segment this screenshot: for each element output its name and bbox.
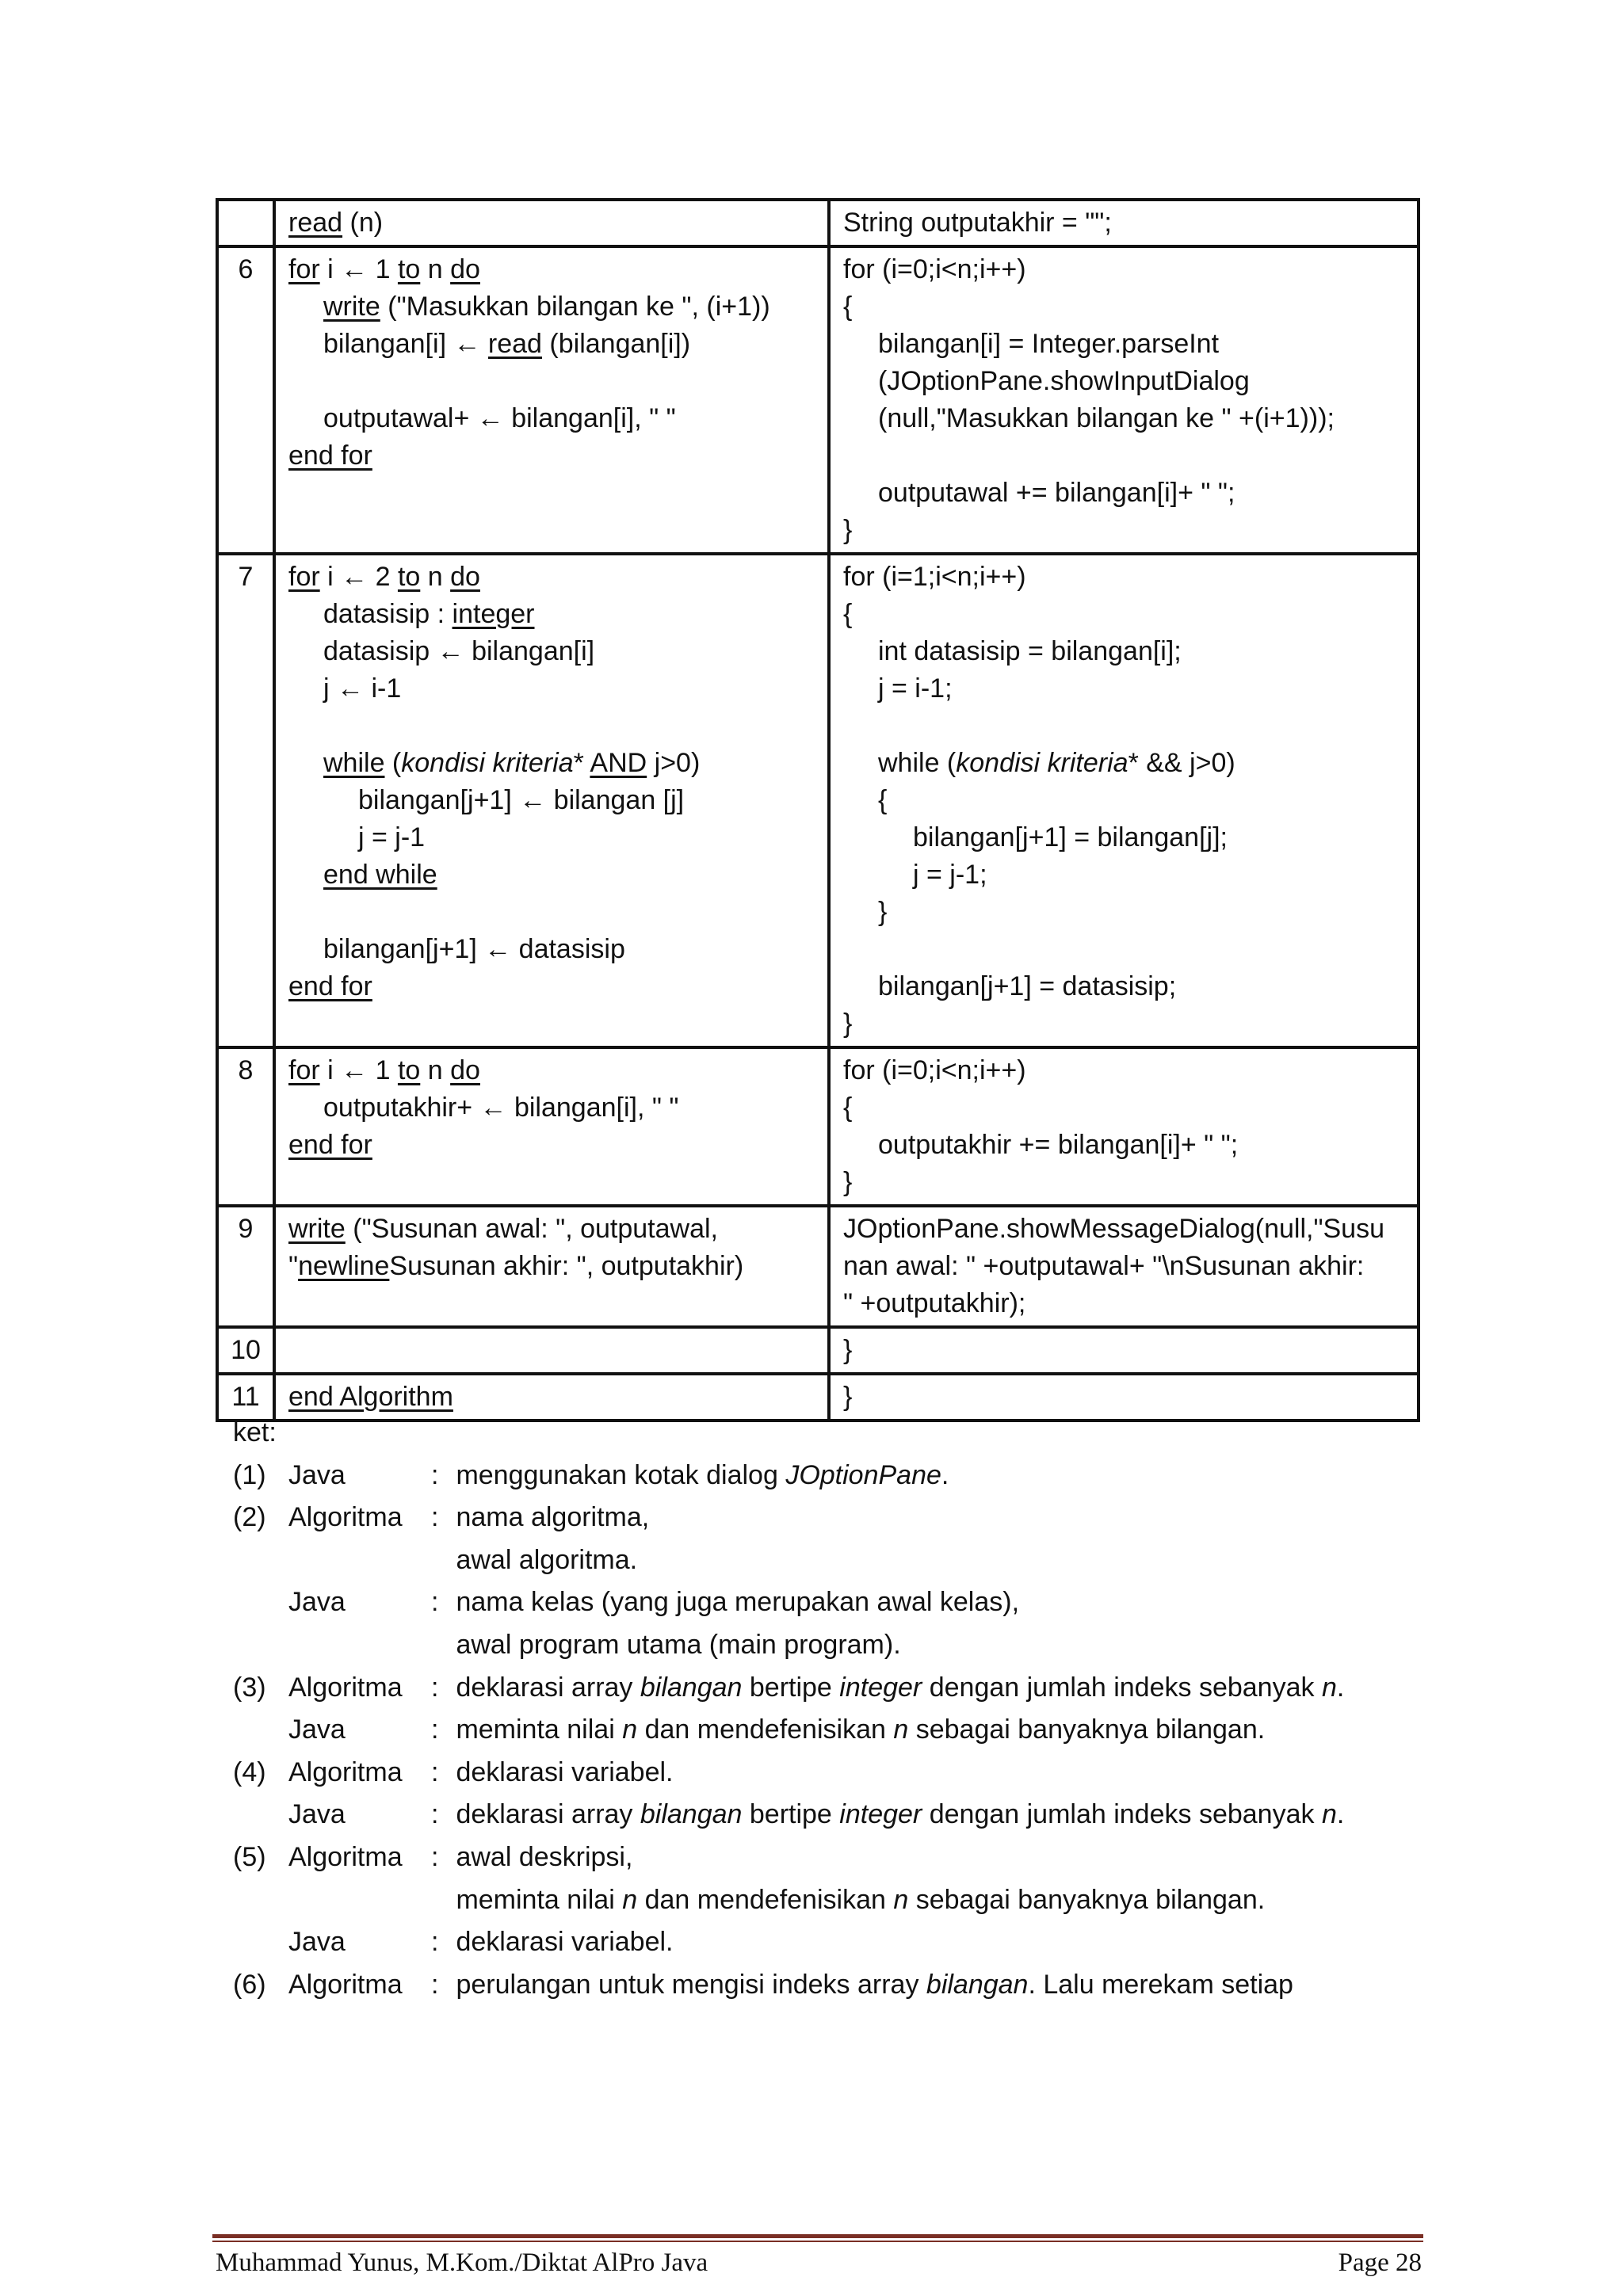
code-line — [843, 559, 1407, 596]
code-text: deklarasi array — [449, 1799, 640, 1830]
code-line — [843, 782, 1407, 819]
code-line — [843, 1052, 1407, 1089]
footer-author: Muhammad Yunus, M.Kom./Diktat AlPro Java — [216, 2248, 708, 2277]
code-text: menggunakan kotak dialog — [449, 1459, 786, 1490]
blank-line — [288, 363, 818, 400]
keyword-text: for — [288, 254, 320, 284]
note-colon: : — [431, 1927, 439, 1958]
note-text — [449, 1752, 1422, 1794]
table-row — [217, 1047, 1419, 1206]
code-text: n — [420, 562, 451, 592]
code-line — [288, 326, 818, 363]
code-line — [843, 288, 1407, 326]
code-text: . — [1336, 1799, 1345, 1830]
table-row — [217, 554, 1419, 1047]
code-line — [843, 596, 1407, 633]
algorithm-cell — [274, 246, 829, 554]
table-row — [217, 200, 1419, 246]
code-line — [843, 326, 1407, 363]
code-text: ("Masukkan bilangan ke ", (i+1)) — [380, 292, 770, 322]
italic-text: kondisi kriteria — [401, 748, 574, 778]
code-text: j ← i-1 — [323, 673, 402, 704]
note-colon: : — [431, 1459, 439, 1490]
code-text: perulangan untuk mengisi indeks array — [449, 1969, 926, 2000]
keyword-text: do — [450, 562, 480, 592]
code-line — [843, 1332, 1407, 1369]
code-line — [843, 1248, 1407, 1285]
note-colon — [431, 1879, 449, 1922]
step-number: 9 — [217, 1206, 274, 1327]
code-text: } — [878, 897, 888, 927]
note-language: Java — [288, 1927, 346, 1958]
code-line — [843, 1127, 1407, 1164]
note-number: (2) — [233, 1502, 266, 1533]
keyword-text: to — [397, 254, 421, 284]
notes-list — [233, 1455, 1422, 2007]
note-language — [288, 1624, 431, 1667]
keyword-text: AND — [590, 748, 647, 778]
keyword-text: newline — [298, 1251, 390, 1281]
note-text — [449, 1497, 1422, 1539]
code-text: Susunan akhir: ", outputakhir) — [389, 1251, 744, 1281]
code-text: (null,"Masukkan bilangan ke " +(i+1))); — [878, 403, 1335, 433]
note-item — [233, 1794, 1422, 1836]
step-number: 8 — [217, 1047, 274, 1206]
note-text — [449, 1879, 1422, 1922]
footer-rule-thick — [212, 2234, 1423, 2238]
note-colon — [431, 1624, 449, 1667]
italic-text: n — [893, 1884, 909, 1915]
italic-text: JOptionPane — [785, 1459, 941, 1490]
code-text: j = j-1 — [358, 822, 426, 852]
code-text: bertipe — [742, 1799, 840, 1830]
code-text: j = j-1; — [913, 860, 987, 890]
note-text — [449, 1581, 1422, 1624]
note-number — [233, 1624, 288, 1667]
code-text: (bilangan[i]) — [541, 329, 691, 359]
note-number: (5) — [233, 1841, 266, 1872]
code-text: nama algoritma, — [449, 1502, 650, 1533]
code-text: meminta nilai — [449, 1714, 623, 1745]
code-line — [288, 251, 818, 288]
code-text: dan mendefenisikan — [637, 1884, 894, 1915]
code-text: } — [843, 1167, 853, 1197]
code-text: bilangan[i] ← — [323, 329, 488, 359]
step-number: 7 — [217, 554, 274, 1047]
keyword-text: end for — [288, 971, 372, 1001]
blank-line — [843, 707, 1407, 745]
code-line — [843, 670, 1407, 707]
keyword-text: end Algorithm — [288, 1382, 453, 1412]
code-line — [288, 559, 818, 596]
code-text: deklarasi array — [449, 1672, 640, 1703]
note-text — [449, 1667, 1422, 1710]
footer-rule-thin — [212, 2241, 1423, 2242]
note-number — [233, 1879, 288, 1922]
blank-line — [288, 894, 818, 931]
code-line — [288, 931, 818, 968]
java-cell — [829, 200, 1419, 246]
blank-line — [843, 931, 1407, 968]
table-row — [217, 1206, 1419, 1327]
code-line — [288, 1127, 818, 1164]
code-text: datasisip ← bilangan[i] — [323, 636, 595, 666]
note-colon: : — [431, 1502, 439, 1533]
code-text: nama kelas (yang juga merupakan awal kelas), — [449, 1587, 1020, 1618]
code-text: . — [1336, 1672, 1345, 1703]
code-text: . Lalu merekam setiap — [1028, 1969, 1293, 2000]
code-text: i ← 2 — [319, 562, 398, 592]
code-text: j>0) — [647, 748, 701, 778]
code-text: for (i=1;i<n;i++) — [843, 562, 1026, 592]
note-number: (4) — [233, 1756, 266, 1787]
code-text: bilangan[j+1] ← bilangan [j] — [358, 785, 685, 815]
code-text: j = i-1; — [878, 673, 953, 704]
code-line — [843, 512, 1407, 549]
code-text: awal algoritma. — [449, 1544, 638, 1575]
code-text: bilangan[j+1] = datasisip; — [878, 971, 1177, 1001]
keyword-text: do — [450, 1055, 480, 1085]
code-text: awal program utama (main program). — [449, 1629, 901, 1660]
note-text — [449, 1794, 1422, 1836]
note-colon: : — [431, 1756, 439, 1787]
java-cell — [829, 1206, 1419, 1327]
italic-text: n — [893, 1714, 909, 1745]
code-line — [288, 819, 818, 856]
code-line — [288, 856, 818, 894]
code-line — [843, 1005, 1407, 1043]
note-item — [233, 1539, 1422, 1582]
code-text: while ( — [878, 748, 957, 778]
code-line — [843, 1379, 1407, 1416]
note-item — [233, 1752, 1422, 1794]
note-number — [233, 1539, 288, 1582]
note-language: Java — [288, 1799, 346, 1830]
note-language: Java — [288, 1714, 346, 1745]
code-text: } — [843, 1009, 853, 1039]
note-language: Algoritma — [288, 1672, 403, 1703]
code-text: . — [941, 1459, 949, 1490]
note-text — [449, 1709, 1422, 1752]
note-item — [233, 1581, 1422, 1624]
note-item — [233, 1709, 1422, 1752]
keyword-text: to — [397, 1055, 421, 1085]
code-line — [843, 400, 1407, 437]
italic-text: n — [1321, 1672, 1337, 1703]
code-line — [843, 1089, 1407, 1127]
note-item — [233, 1964, 1422, 2007]
italic-text: bilangan — [926, 1969, 1029, 2000]
code-line — [843, 363, 1407, 400]
note-text — [449, 1964, 1422, 2007]
code-text: bertipe — [742, 1672, 840, 1703]
code-text: meminta nilai — [449, 1884, 623, 1915]
code-text: outputawal += bilangan[i]+ " "; — [878, 478, 1235, 508]
java-cell — [829, 246, 1419, 554]
keyword-text: end for — [288, 1130, 372, 1160]
italic-text: n — [1321, 1799, 1337, 1830]
italic-text: n — [622, 1714, 638, 1745]
note-colon: : — [431, 1672, 439, 1703]
code-text: deklarasi variabel. — [449, 1756, 674, 1787]
notes-section — [233, 1412, 1422, 2006]
keyword-text: read — [288, 208, 343, 238]
note-item — [233, 1667, 1422, 1710]
code-text: ("Susunan awal: ", outputawal, — [345, 1214, 718, 1244]
note-colon: : — [431, 1841, 439, 1872]
code-line — [288, 1248, 818, 1285]
code-text: outputakhir+ ← bilangan[i], " " — [323, 1093, 679, 1123]
code-line — [288, 437, 818, 475]
code-text: deklarasi variabel. — [449, 1927, 674, 1958]
step-number — [217, 200, 274, 246]
code-text: " — [288, 1251, 299, 1281]
keyword-text: while — [323, 748, 385, 778]
code-text: } — [843, 1335, 853, 1365]
note-colon: : — [431, 1714, 439, 1745]
code-text: (JOptionPane.showInputDialog — [878, 366, 1250, 396]
note-number — [233, 1794, 288, 1836]
note-item — [233, 1921, 1422, 1964]
code-text: datasisip : — [323, 599, 453, 629]
note-language: Algoritma — [288, 1969, 403, 2000]
keyword-text: for — [288, 562, 320, 592]
table-row — [217, 246, 1419, 554]
note-number — [233, 1921, 288, 1964]
code-text: * && j>0) — [1128, 748, 1235, 778]
code-line — [288, 400, 818, 437]
note-language — [288, 1879, 431, 1922]
note-item — [233, 1455, 1422, 1497]
note-language — [288, 1539, 431, 1582]
page-number: Page 28 — [1338, 2248, 1422, 2277]
note-language: Java — [288, 1459, 346, 1490]
code-text: " +outputakhir); — [843, 1288, 1026, 1318]
code-line — [843, 204, 1407, 242]
notes-label: ket: — [233, 1417, 277, 1447]
code-text: bilangan[i] = Integer.parseInt — [878, 329, 1220, 359]
code-line — [843, 856, 1407, 894]
code-text: awal deskripsi, — [449, 1841, 633, 1872]
note-text — [449, 1539, 1422, 1582]
italic-text: integer — [839, 1672, 922, 1703]
code-text: } — [843, 515, 853, 545]
keyword-text: to — [397, 562, 421, 592]
code-text: for (i=0;i<n;i++) — [843, 1055, 1026, 1085]
algorithm-cell — [274, 554, 829, 1047]
italic-text: kondisi kriteria — [956, 748, 1128, 778]
code-line — [288, 670, 818, 707]
code-line — [843, 745, 1407, 782]
keyword-text: do — [450, 254, 480, 284]
note-colon: : — [431, 1587, 439, 1618]
note-colon: : — [431, 1969, 439, 2000]
table-row — [217, 1327, 1419, 1374]
note-number — [233, 1581, 288, 1624]
note-item — [233, 1836, 1422, 1879]
code-line — [288, 633, 818, 670]
note-colon — [431, 1539, 449, 1582]
code-text: { — [843, 292, 853, 322]
code-text: int datasisip = bilangan[i]; — [878, 636, 1182, 666]
code-line — [288, 745, 818, 782]
italic-text: bilangan — [640, 1672, 743, 1703]
note-number — [233, 1709, 288, 1752]
italic-text: integer — [839, 1799, 922, 1830]
code-line — [288, 204, 818, 242]
note-text — [449, 1624, 1422, 1667]
code-text: { — [878, 785, 888, 815]
blank-line — [843, 437, 1407, 475]
code-text: sebagai banyaknya bilangan. — [908, 1714, 1266, 1745]
code-text: { — [843, 1093, 853, 1123]
code-text: dengan jumlah indeks sebanyak — [922, 1799, 1322, 1830]
note-language: Java — [288, 1587, 346, 1618]
note-language: Algoritma — [288, 1756, 403, 1787]
code-line — [288, 596, 818, 633]
note-text — [449, 1921, 1422, 1964]
code-text: n — [420, 1055, 451, 1085]
algorithm-cell — [274, 200, 829, 246]
code-line — [843, 1164, 1407, 1201]
code-line — [288, 1211, 818, 1248]
note-language: Algoritma — [288, 1841, 403, 1872]
keyword-text: read — [487, 329, 542, 359]
java-cell — [829, 554, 1419, 1047]
note-number: (3) — [233, 1672, 266, 1703]
code-line — [288, 1379, 818, 1416]
code-text: JOptionPane.showMessageDialog(null,"Susu — [843, 1214, 1385, 1244]
step-number: 10 — [217, 1327, 274, 1374]
code-text: bilangan[j+1] ← datasisip — [323, 934, 625, 964]
code-text: n — [420, 254, 451, 284]
code-line — [843, 1285, 1407, 1322]
keyword-text: integer — [452, 599, 535, 629]
code-line — [843, 968, 1407, 1005]
note-item — [233, 1879, 1422, 1922]
code-line — [288, 968, 818, 1005]
note-text — [449, 1836, 1422, 1879]
code-text: dengan jumlah indeks sebanyak — [922, 1672, 1322, 1703]
keyword-text: end while — [323, 860, 437, 890]
note-item — [233, 1497, 1422, 1539]
step-number: 11 — [217, 1374, 274, 1421]
code-text: ( — [384, 748, 402, 778]
note-colon: : — [431, 1799, 439, 1830]
code-text: (n) — [342, 208, 384, 238]
code-line — [843, 251, 1407, 288]
keyword-text: write — [288, 1214, 346, 1244]
keyword-text: write — [323, 292, 380, 322]
code-line — [843, 819, 1407, 856]
code-line — [843, 1211, 1407, 1248]
java-cell — [829, 1327, 1419, 1374]
code-line — [843, 475, 1407, 512]
code-line — [288, 782, 818, 819]
code-text: nan awal: " +outputawal+ "\nSusunan akhir: — [843, 1251, 1365, 1281]
code-line — [288, 1089, 818, 1127]
note-number: (1) — [233, 1459, 266, 1490]
italic-text: bilangan — [640, 1799, 743, 1830]
code-line — [843, 633, 1407, 670]
blank-line — [288, 707, 818, 745]
note-number: (6) — [233, 1969, 266, 2000]
code-text: bilangan[j+1] = bilangan[j]; — [913, 822, 1228, 852]
code-text: } — [843, 1382, 853, 1412]
italic-text: n — [622, 1884, 638, 1915]
code-line — [288, 1052, 818, 1089]
code-text: String outputakhir = ""; — [843, 208, 1112, 238]
code-text: sebagai banyaknya bilangan. — [908, 1884, 1266, 1915]
algorithm-cell — [274, 1047, 829, 1206]
code-text: i ← 1 — [319, 1055, 398, 1085]
keyword-text: end for — [288, 441, 372, 471]
algorithm-java-table — [216, 198, 1420, 1422]
note-text — [449, 1455, 1422, 1497]
note-language: Algoritma — [288, 1502, 403, 1533]
code-line — [843, 894, 1407, 931]
algorithm-cell — [274, 1327, 829, 1374]
code-text: outputawal+ ← bilangan[i], " " — [323, 403, 676, 433]
code-text: * — [573, 748, 590, 778]
note-item — [233, 1624, 1422, 1667]
java-cell — [829, 1047, 1419, 1206]
code-text: dan mendefenisikan — [637, 1714, 894, 1745]
code-text: outputakhir += bilangan[i]+ " "; — [878, 1130, 1239, 1160]
keyword-text: for — [288, 1055, 320, 1085]
code-text: { — [843, 599, 853, 629]
algorithm-cell — [274, 1206, 829, 1327]
step-number: 6 — [217, 246, 274, 554]
code-text: for (i=0;i<n;i++) — [843, 254, 1026, 284]
code-line — [288, 288, 818, 326]
code-text: i ← 1 — [319, 254, 398, 284]
